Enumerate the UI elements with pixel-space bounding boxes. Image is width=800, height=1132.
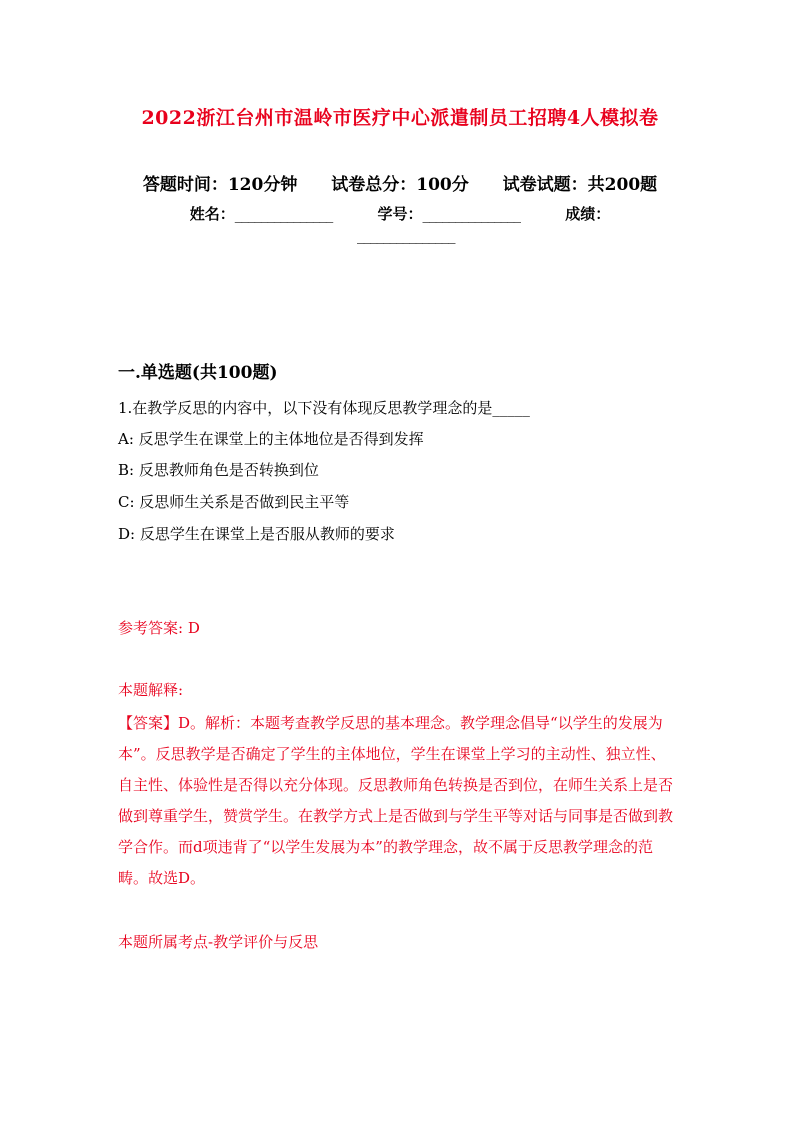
- question-stem: 1.在教学反思的内容中，以下没有体现反思教学理念的是_____: [118, 399, 530, 417]
- exam-total-score: 试卷总分：100分: [331, 175, 469, 195]
- option-a: A: 反思学生在课堂上的主体地位是否得到发挥: [118, 430, 424, 448]
- option-d: D: 反思学生在课堂上是否服从教师的要求: [118, 525, 395, 543]
- explanation-text: 【答案】D。解析：本题考查教学反思的基本理念。教学理念倡导“以学生的发展为本”。反思教学是否确定了学生的主体地位，学生在课堂上学习的主动性、独立性、自主性、体验性是否得以充分体现。反思教师角色转换是否到位，在师生关系上是否做到尊重学生，赞赏学生。在教学方式上是否做到与学生平等对话与同事是否做到教学合作。而d项违背了“以学生发展为本”的教学理念，故不属于反思教学理念的范畴。故选D。: [118, 714, 674, 887]
- option-b: B: 反思教师角色是否转换到位: [118, 461, 319, 479]
- name-field: [190, 205, 338, 223]
- student-info: [0, 203, 800, 224]
- grade-field: [565, 205, 610, 223]
- exam-meta: [0, 170, 800, 195]
- grade-label: 成绩：: [565, 205, 611, 223]
- name-label: 姓名：: [189, 205, 235, 223]
- exam-time: 答题时间：120分钟: [142, 175, 298, 195]
- id-blank: _______________: [422, 205, 520, 223]
- explanation-label: 本题解释:: [118, 681, 184, 699]
- id-field: [377, 205, 525, 223]
- section-title: 一.单选题(共100题): [118, 363, 278, 383]
- id-label: 学号：: [377, 205, 423, 223]
- exam-title: 2022浙江台州市温岭市医疗中心派遣制员工招聘4人模拟卷: [141, 107, 659, 129]
- reference-answer: 参考答案: D: [118, 619, 200, 637]
- grade-blank: _______________: [357, 226, 455, 244]
- exam-question-count: 试卷试题：共200题: [502, 175, 658, 195]
- knowledge-point: 本题所属考点-教学评价与反思: [118, 933, 319, 951]
- name-blank: _______________: [234, 205, 333, 223]
- option-c: C: 反思师生关系是否做到民主平等: [118, 493, 350, 511]
